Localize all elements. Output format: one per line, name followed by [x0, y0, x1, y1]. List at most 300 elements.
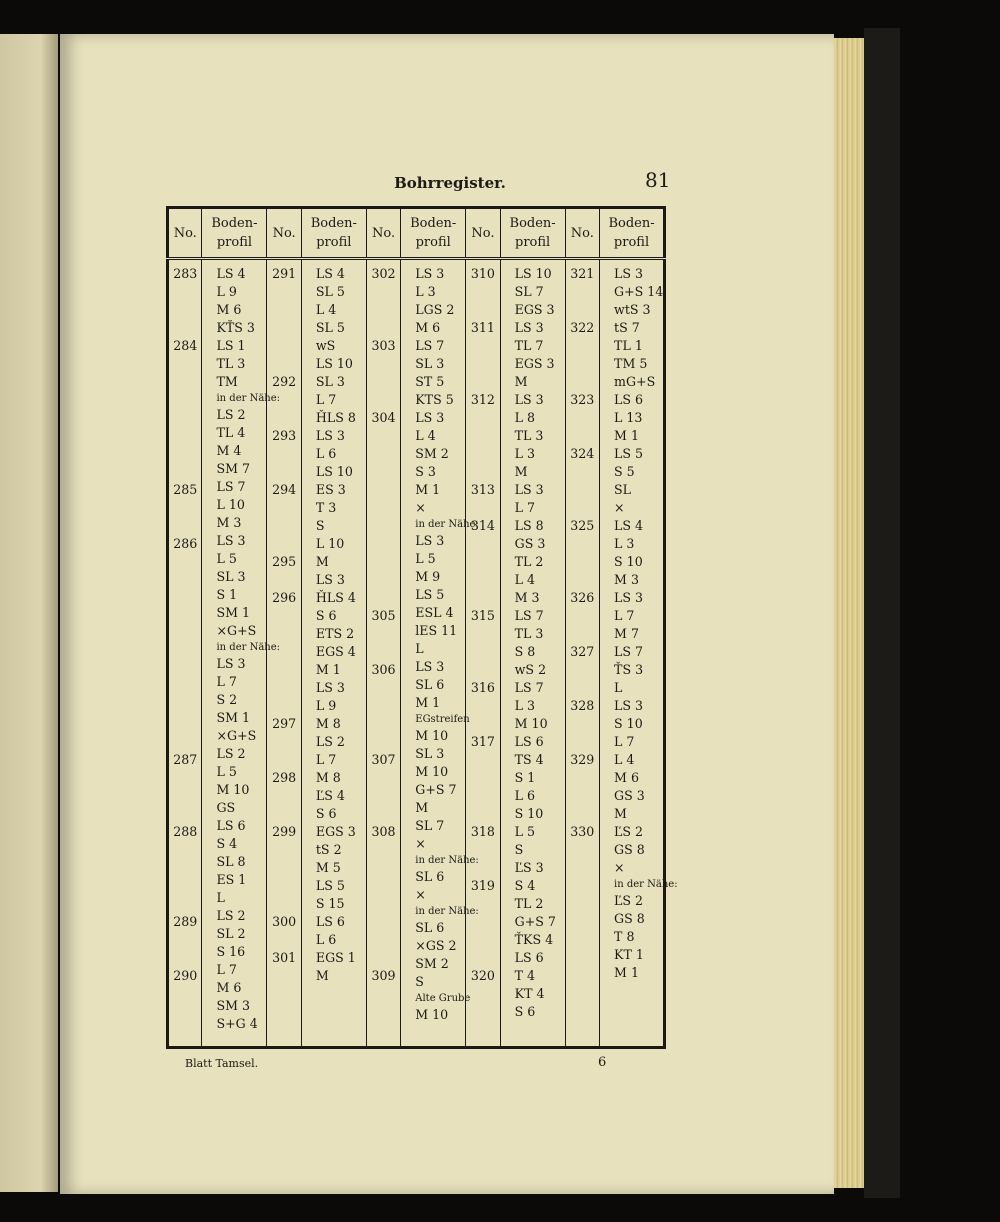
bore-number — [367, 878, 400, 894]
bore-number — [566, 536, 599, 552]
bore-number: 306 — [371, 662, 396, 677]
soil-profile-entry: L 5 — [514, 824, 536, 839]
bore-number — [169, 878, 201, 894]
bore-number: 322 — [570, 320, 595, 335]
soil-profile-entry: G+S 7 — [415, 782, 457, 797]
soil-profile-entry: L 7 — [614, 608, 635, 623]
soil-profile-entry: M 8 — [315, 716, 341, 731]
bore-number — [466, 302, 499, 318]
bore-number — [466, 806, 499, 822]
soil-profile-entry: LS 2 — [315, 734, 345, 749]
number-cell — [168, 259, 202, 1048]
bore-number: 314 — [470, 518, 495, 533]
soil-profile-entry: LS 5 — [415, 587, 445, 602]
page-number: 81 — [645, 168, 671, 192]
soil-profile-entry: L 4 — [315, 302, 337, 317]
soil-profile-entry: M 10 — [514, 716, 548, 731]
soil-profile-entry: L 8 — [514, 410, 536, 425]
soil-profile-entry: S 4 — [216, 836, 238, 851]
bore-number — [367, 536, 400, 552]
soil-profile-entry: S 6 — [514, 1004, 536, 1019]
bore-number — [466, 572, 499, 588]
column-header-no: No. — [565, 208, 599, 259]
soil-profile-entry: S+G 4 — [216, 1016, 258, 1031]
soil-profile-entry: L 6 — [315, 446, 337, 461]
bore-number: 312 — [470, 392, 495, 407]
soil-profile-entry: M — [514, 464, 528, 479]
soil-profile-entry: SL 8 — [216, 854, 246, 869]
bore-number — [566, 626, 599, 642]
bore-number — [267, 986, 300, 1002]
bore-number — [466, 698, 499, 714]
soil-profile-entry: ȞLS 8 — [315, 410, 356, 425]
bore-number — [367, 590, 400, 606]
soil-profile-entry: LS 7 — [614, 644, 644, 659]
bore-number: 311 — [470, 320, 495, 335]
bore-number — [466, 752, 499, 768]
bore-number — [267, 572, 300, 588]
soil-profile-entry: ŤKS 4 — [514, 932, 554, 947]
bore-number — [466, 1004, 499, 1020]
soil-profile-entry: ȞLS 4 — [315, 590, 356, 605]
signature-mark: 6 — [598, 1055, 607, 1070]
bore-number — [367, 734, 400, 750]
soil-profile-entry: M — [415, 800, 429, 815]
bore-number — [169, 554, 201, 570]
bore-number: 324 — [570, 446, 595, 461]
soil-profile-entry: L 7 — [216, 674, 237, 689]
bore-number: 294 — [272, 482, 297, 497]
bore-number — [267, 302, 300, 318]
bore-number — [466, 788, 499, 804]
soil-profile-entry: in der Nähe: — [415, 519, 479, 530]
soil-profile-entry: LS 5 — [315, 878, 345, 893]
bore-number — [367, 518, 400, 534]
soil-profile-entry: LS 3 — [514, 320, 544, 335]
soil-profile-entry: ×GS 2 — [415, 938, 457, 953]
soil-profile-entry: M 10 — [216, 782, 250, 797]
bore-number — [267, 662, 300, 678]
bore-number — [367, 896, 400, 912]
bore-number — [566, 842, 599, 858]
soil-profile-entry: L 3 — [614, 536, 635, 551]
bore-number — [169, 590, 201, 606]
soil-profile-entry: L 4 — [514, 572, 536, 587]
soil-profile-entry: M 1 — [315, 662, 341, 677]
bore-number: 292 — [272, 374, 297, 389]
bore-number — [267, 788, 300, 804]
bore-number — [466, 626, 499, 642]
soil-profile-entry: L — [614, 680, 623, 695]
soil-profile-entry: M 1 — [614, 428, 639, 443]
soil-profile-entry: LS 3 — [614, 266, 644, 281]
soil-profile-entry: L 6 — [315, 932, 337, 947]
bore-number: 298 — [272, 770, 297, 785]
soil-profile-entry: LS 7 — [514, 680, 544, 695]
soil-profile-entry: S 15 — [315, 896, 345, 911]
bore-number — [169, 806, 201, 822]
soil-profile-entry: M 8 — [315, 770, 341, 785]
soil-profile-entry: L 7 — [315, 752, 337, 767]
soil-profile-entry: M 5 — [315, 860, 341, 875]
soil-profile-entry: ×G+S — [216, 728, 257, 743]
bore-number — [466, 374, 499, 390]
book-cover — [864, 28, 900, 1198]
soil-profile-entry: TL 4 — [216, 425, 246, 440]
soil-profile-entry: SL 6 — [415, 920, 445, 935]
soil-profile-entry: S — [415, 974, 424, 989]
soil-profile-entry: SL 5 — [315, 320, 345, 335]
bore-number — [566, 770, 599, 786]
soil-profile-entry: L 7 — [315, 392, 337, 407]
bore-number — [267, 860, 300, 876]
bore-number: 308 — [371, 824, 396, 839]
soil-profile-entry: Alte Grube — [415, 993, 471, 1004]
bore-number: 288 — [173, 824, 198, 839]
bore-number — [267, 338, 300, 354]
bore-number — [466, 1022, 499, 1038]
soil-profile-entry: LS 10 — [315, 464, 353, 479]
soil-profile-entry: L — [415, 641, 424, 656]
soil-profile-entry: L 4 — [614, 752, 635, 767]
bore-number — [267, 680, 300, 696]
bore-number — [267, 536, 300, 552]
bore-number — [566, 284, 599, 300]
bore-number — [367, 698, 400, 714]
soil-profile-entry: LS 4 — [216, 266, 246, 281]
bore-number — [466, 914, 499, 930]
bore-number — [367, 428, 400, 444]
soil-profile-entry: KT̆S 3 — [216, 320, 255, 335]
bore-number — [566, 374, 599, 390]
bohrregister-table — [166, 206, 678, 1049]
bore-number — [267, 626, 300, 642]
soil-profile-entry: SL 2 — [216, 926, 246, 941]
bore-number: 283 — [173, 266, 198, 281]
column-header-profile: Boden- profil — [301, 208, 366, 259]
bore-number — [267, 446, 300, 462]
bore-number — [367, 626, 400, 642]
soil-profile-entry: wtS 3 — [614, 302, 651, 317]
bore-number — [169, 572, 201, 588]
running-head — [60, 170, 834, 200]
bore-number: 323 — [570, 392, 595, 407]
bore-number — [566, 950, 599, 966]
bore-number — [367, 500, 400, 516]
bore-number — [169, 374, 201, 390]
soil-profile-entry: SL 5 — [315, 284, 345, 299]
soil-profile-entry: L 5 — [216, 551, 237, 566]
bore-number — [169, 626, 201, 642]
bore-number — [267, 698, 300, 714]
number-cell — [565, 259, 599, 1048]
bore-number — [169, 662, 201, 678]
soil-profile-entry: TL 3 — [514, 626, 544, 641]
soil-profile-entry: S — [315, 518, 325, 533]
sheet-name: Blatt Tamsel. — [185, 1057, 259, 1070]
soil-profile-entry: SM 2 — [415, 956, 449, 971]
soil-profile-entry: GS 3 — [514, 536, 546, 551]
bore-number — [267, 518, 300, 534]
soil-profile-entry: T 3 — [315, 500, 337, 515]
bore-number — [466, 536, 499, 552]
bore-number — [169, 446, 201, 462]
column-header-profile: Boden- profil — [401, 208, 466, 259]
bore-number — [367, 356, 400, 372]
soil-profile-entry: LS 3 — [415, 410, 445, 425]
soil-profile-entry: SL 3 — [415, 356, 445, 371]
bore-number — [267, 464, 300, 480]
soil-profile-entry: KTS 5 — [415, 392, 454, 407]
soil-profile-entry: ×G+S — [216, 623, 257, 638]
soil-profile-entry: M 6 — [216, 980, 242, 995]
soil-profile-entry: ĽS 2 — [614, 893, 644, 908]
soil-profile-entry: × — [614, 500, 625, 515]
bore-number: 286 — [173, 536, 198, 551]
soil-profile-entry: KT 4 — [514, 986, 545, 1001]
soil-profile-entry: LS 2 — [216, 407, 246, 422]
bore-number — [267, 410, 300, 426]
bore-number: 310 — [470, 266, 495, 281]
bore-number: 313 — [470, 482, 495, 497]
bore-number — [169, 320, 201, 336]
soil-profile-entry: LS 7 — [514, 608, 544, 623]
soil-profile-entry: G+S 14 — [614, 284, 664, 299]
soil-profile-entry: LS 3 — [216, 656, 246, 671]
bore-number: 299 — [272, 824, 297, 839]
bore-number — [267, 500, 300, 516]
bore-number — [466, 662, 499, 678]
bore-number — [169, 716, 201, 732]
bore-number — [367, 302, 400, 318]
soil-profile-entry: lES 11 — [415, 623, 458, 638]
soil-profile-entry: TL 7 — [514, 338, 544, 353]
bore-number: 291 — [272, 266, 297, 281]
bore-number — [267, 932, 300, 948]
soil-profile-entry: LS 3 — [614, 698, 644, 713]
bore-number: 287 — [173, 752, 198, 767]
bore-number — [466, 716, 499, 732]
soil-profile-entry: EGS 3 — [514, 356, 555, 371]
soil-profile-entry: LS 3 — [315, 572, 345, 587]
soil-profile-entry: in der Nähe: — [216, 642, 281, 653]
bore-number: 326 — [570, 590, 595, 605]
bore-number: 327 — [570, 644, 595, 659]
soil-profile-entry: M — [315, 968, 329, 983]
bore-number: 320 — [470, 968, 495, 983]
table-header-row — [168, 208, 665, 259]
soil-profile-entry: S 10 — [614, 554, 643, 569]
soil-profile-entry: S 5 — [614, 464, 635, 479]
bore-number — [466, 464, 499, 480]
soil-profile-entry: M 10 — [415, 1007, 449, 1022]
bore-number — [367, 770, 400, 786]
bore-number — [566, 968, 599, 984]
bore-number — [169, 392, 201, 408]
soil-profile-entry: TL 2 — [514, 554, 544, 569]
soil-profile-entry: S 8 — [514, 644, 536, 659]
column-header-profile: Boden- profil — [202, 208, 267, 259]
soil-profile-entry: ĽS 2 — [614, 824, 644, 839]
soil-profile-entry: LS 3 — [216, 533, 246, 548]
bore-number — [566, 896, 599, 912]
soil-profile-entry: ŤS 3 — [614, 662, 644, 677]
bore-number — [367, 572, 400, 588]
soil-profile-entry: LS 10 — [315, 356, 353, 371]
soil-profile-entry: ETS 2 — [315, 626, 355, 641]
bore-number — [367, 464, 400, 480]
soil-profile-entry: ES 3 — [315, 482, 346, 497]
number-cell — [366, 259, 400, 1048]
bore-number: 289 — [173, 914, 198, 929]
soil-profile-entry: ĽS 4 — [315, 788, 345, 803]
soil-profile-entry: ĽS 3 — [514, 860, 544, 875]
soil-profile-entry: M 7 — [614, 626, 639, 641]
bore-number: 319 — [470, 878, 495, 893]
soil-profile-entry: LS 8 — [514, 518, 544, 533]
bore-number — [566, 878, 599, 894]
bore-number — [566, 410, 599, 426]
soil-profile-entry: LS 3 — [614, 590, 644, 605]
soil-profile-entry: S 1 — [216, 587, 238, 602]
bore-number — [466, 860, 499, 876]
bore-number — [466, 770, 499, 786]
bore-number — [169, 518, 201, 534]
bore-number — [267, 968, 300, 984]
soil-profile-entry: LS 5 — [614, 446, 644, 461]
soil-profile-entry: LS 6 — [614, 392, 644, 407]
bore-number — [466, 986, 499, 1002]
column-header-profile: Boden- profil — [500, 208, 565, 259]
soil-profile-entry: KT 1 — [614, 947, 644, 962]
soil-profile-entry: mG+S — [614, 374, 656, 389]
soil-profile-entry: M 4 — [216, 443, 242, 458]
bore-number: 285 — [173, 482, 198, 497]
soil-profile-entry: SM 2 — [415, 446, 449, 461]
soil-profile-entry: SL 6 — [415, 869, 445, 884]
bore-number — [566, 914, 599, 930]
bore-number — [267, 896, 300, 912]
soil-profile-entry: EGS 3 — [315, 824, 356, 839]
bore-number: 329 — [570, 752, 595, 767]
bore-number — [367, 554, 400, 570]
soil-profile-entry: T 8 — [614, 929, 635, 944]
soil-profile-entry: EGS 3 — [514, 302, 555, 317]
bore-number: 295 — [272, 554, 297, 569]
soil-profile-entry: SM 1 — [216, 605, 251, 620]
soil-profile-entry: wS — [315, 338, 336, 353]
bore-number: 330 — [570, 824, 595, 839]
soil-profile-entry: M 1 — [415, 482, 441, 497]
soil-profile-entry: × — [415, 887, 426, 902]
soil-profile-entry: GS — [216, 800, 236, 815]
soil-profile-entry: M 6 — [415, 320, 441, 335]
bore-number — [466, 446, 499, 462]
soil-profile-entry: M 10 — [415, 764, 449, 779]
bore-number — [169, 500, 201, 516]
bore-number — [169, 608, 201, 624]
bore-number — [566, 716, 599, 732]
bore-number — [367, 950, 400, 966]
bore-number — [367, 986, 400, 1002]
soil-profile-entry: SM 3 — [216, 998, 251, 1013]
bore-number — [466, 644, 499, 660]
bore-number — [169, 302, 201, 318]
bore-number — [367, 806, 400, 822]
bore-number — [169, 932, 201, 948]
soil-profile-entry: ESL 4 — [415, 605, 454, 620]
soil-profile-entry: TL 3 — [216, 356, 246, 371]
soil-profile-entry: LS 3 — [415, 533, 445, 548]
soil-profile-entry: L 4 — [415, 428, 436, 443]
soil-profile-entry: LS 3 — [315, 428, 345, 443]
bore-number — [267, 284, 300, 300]
soil-profile-entry: S 1 — [514, 770, 536, 785]
bore-number — [566, 428, 599, 444]
soil-profile-entry: ES 1 — [216, 872, 247, 887]
soil-profile-entry: T 4 — [514, 968, 536, 983]
bore-number — [169, 644, 201, 660]
soil-profile-entry: M 3 — [614, 572, 639, 587]
soil-profile-entry: GS 8 — [614, 842, 645, 857]
soil-profile-entry: LS 7 — [415, 338, 445, 353]
soil-profile-entry: LS 3 — [315, 680, 345, 695]
soil-profile-entry: TL 1 — [614, 338, 643, 353]
bore-number: 293 — [272, 428, 297, 443]
soil-profile-entry: L 5 — [415, 551, 436, 566]
bore-number — [367, 482, 400, 498]
bore-number — [466, 590, 499, 606]
soil-profile-entry: L 9 — [216, 284, 237, 299]
soil-profile-entry: wS 2 — [514, 662, 547, 677]
column-header-no: No. — [267, 208, 301, 259]
number-cell — [267, 259, 301, 1048]
soil-profile-entry: S 16 — [216, 944, 246, 959]
bore-number: 315 — [470, 608, 495, 623]
column-header-profile: Boden- profil — [600, 208, 665, 259]
bore-number — [466, 410, 499, 426]
bore-number: 301 — [272, 950, 297, 965]
soil-profile-entry: M 1 — [614, 965, 639, 980]
bore-number — [169, 986, 201, 1002]
bore-number — [566, 662, 599, 678]
soil-profile-entry: G+S 7 — [514, 914, 556, 929]
soil-profile-entry: SL — [614, 482, 632, 497]
bore-number — [566, 860, 599, 876]
bore-number: 318 — [470, 824, 495, 839]
table-body-row — [168, 259, 665, 1048]
bore-number: 328 — [570, 698, 595, 713]
soil-profile-entry: S 4 — [514, 878, 536, 893]
soil-profile-entry: SM 7 — [216, 461, 251, 476]
bore-number — [367, 842, 400, 858]
profile-cell — [202, 259, 281, 1048]
profile-cell — [500, 259, 565, 1048]
bore-number: 296 — [272, 590, 297, 605]
bore-number — [367, 446, 400, 462]
bore-number — [169, 698, 201, 714]
soil-profile-entry: LS 4 — [315, 266, 345, 281]
bore-number — [169, 284, 201, 300]
bore-number — [466, 428, 499, 444]
soil-profile-entry: TL 2 — [514, 896, 544, 911]
soil-profile-entry: SM 1 — [216, 710, 251, 725]
soil-profile-entry: LS 3 — [514, 392, 544, 407]
soil-profile-entry: SL 7 — [514, 284, 544, 299]
soil-profile-entry: EGS 1 — [315, 950, 356, 965]
bore-number — [267, 806, 300, 822]
bore-number — [169, 1004, 201, 1020]
